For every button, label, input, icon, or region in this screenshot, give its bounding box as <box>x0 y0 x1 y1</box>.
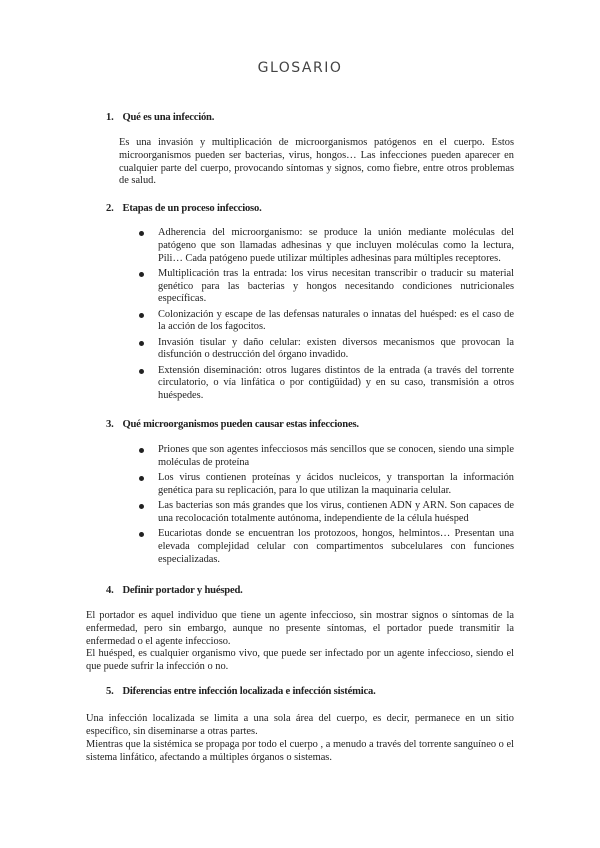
page-title: GLOSARIO <box>257 60 343 76</box>
section-5-heading <box>106 686 376 699</box>
bullet-icon <box>139 313 144 318</box>
list-item: Multiplicación tras la entrada: los virus necesitan transcribir o traducir su material genético para las bacterias y hongos necesitando condiciones nutricionales específicas. <box>139 268 514 306</box>
list-item: Invasión tisular y daño celular: existen diversos mecanismos que provocan la disfunción o destrucción del órgano invadido. <box>139 337 514 363</box>
section-5-title: Diferencias entre infección localizada e infección sistémica. <box>122 686 376 697</box>
section-5-number: 5. <box>106 686 114 697</box>
bullet-icon <box>139 369 144 374</box>
section-4-heading <box>106 585 243 598</box>
list-item: Colonización y escape de las defensas naturales o innatas del huésped: es el caso de la acción de los fagocitos. <box>139 309 514 335</box>
section-2-number: 2. <box>106 203 114 214</box>
list-item: Adherencia del microorganismo: se produce la unión mediante moléculas del patógeno que son llamadas adhesinas y que incluyen moléculas como la lectura, Pili… Cada patógeno puede utilizar múltiples adhesinas para múltiples receptores. <box>139 227 514 265</box>
bullet-icon <box>139 341 144 346</box>
section-3-title: Qué microorganismos pueden causar estas infecciones. <box>122 419 359 430</box>
list-item: Eucariotas donde se encuentran los protozoos, hongos, helmintos… Presentan una elevada complejidad celular con compartimentos subcelulares con funciones especializadas. <box>139 528 514 566</box>
list-item: Extensión diseminación: otros lugares distintos de la entrada (a través del torrente circulatorio, o vía linfática o por contigüidad) y en su caso, transmisión a otros huéspedes. <box>139 365 514 403</box>
section-1-number: 1. <box>106 112 114 123</box>
section-2-title: Etapas de un proceso infeccioso. <box>122 203 262 214</box>
section-5-paragraph-localizada: Una infección localizada se limita a una sola área del cuerpo, es decir, permanece en un sitio específico, sin diseminarse a otras partes. <box>86 713 514 737</box>
section-2-heading <box>106 203 262 216</box>
section-1-title: Qué es una infección. <box>122 112 215 123</box>
section-2-list <box>139 227 514 405</box>
section-4-paragraph-huesped: El huésped, es cualquier organismo vivo, que puede ser infectado por un agente infeccioso, siendo el que puede sufrir la infección o no. <box>86 648 514 672</box>
section-3-heading <box>106 419 359 432</box>
section-1-paragraph: Es una invasión y multiplicación de microorganismos patógenos en el cuerpo. Estos microorganismos pueden ser bacterias, virus, hongos… Las infecciones pueden aparecer en cualquier parte del cuerpo, provocando síntomas y signos, como fiebre, entre otros problemas de salud. <box>119 137 514 187</box>
section-1-heading <box>106 112 214 125</box>
section-4-number: 4. <box>106 585 114 596</box>
section-4-paragraph-portador: El portador es aquel individuo que tiene un agente infeccioso, sin mostrar signos o síntomas de la enfermedad, pero sin embargo, aunque no presente síntomas, el portador puede transmitir la enfermedad o el agente infeccioso. <box>86 610 514 647</box>
list-item: Los virus contienen proteínas y ácidos nucleicos, y transportan la información genética para su replicación, para lo que utilizan la maquinaria celular. <box>139 472 514 498</box>
section-4-title: Definir portador y huésped. <box>122 585 243 596</box>
list-item: Priones que son agentes infecciosos más sencillos que se conocen, siendo una simple moléculas de proteína <box>139 444 514 470</box>
bullet-icon <box>139 504 144 509</box>
bullet-icon <box>139 476 144 481</box>
section-5-paragraph-sistemica: Mientras que la sistémica se propaga por todo el cuerpo , a menudo a través del torrente sanguíneo o el sistema linfático, afectando a múltiples órganos o sistemas. <box>86 739 514 763</box>
list-item: Las bacterias son más grandes que los virus, contienen ADN y ARN. Son capaces de una recolocación totalmente autónoma, independiente de la célula huésped <box>139 500 514 526</box>
section-3-number: 3. <box>106 419 114 430</box>
section-3-list <box>139 444 514 569</box>
bullet-icon <box>139 231 144 236</box>
bullet-icon <box>139 272 144 277</box>
bullet-icon <box>139 532 144 537</box>
bullet-icon <box>139 448 144 453</box>
